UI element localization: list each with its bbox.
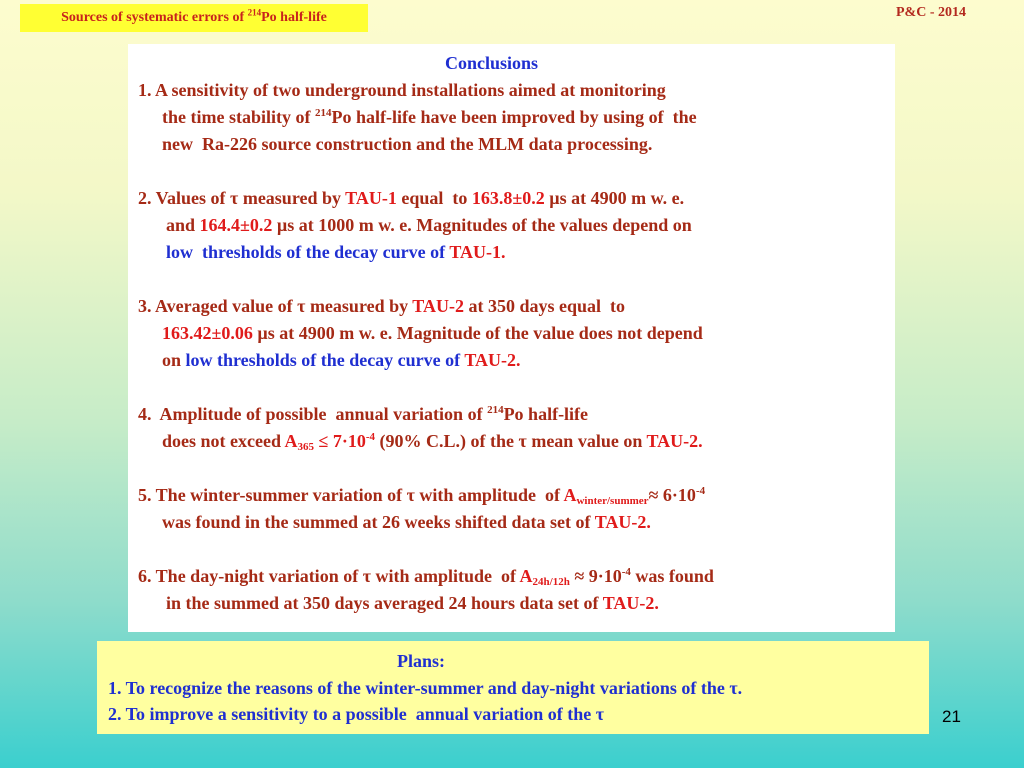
text: 1. A sensitivity of two underground installations aimed at monitoring	[138, 80, 666, 100]
conclusion-5-line-2	[162, 509, 651, 536]
text: 6. The day-night variation of τ with amplitude of	[138, 566, 520, 586]
tau-label: TAU-2.	[594, 512, 651, 532]
tau-label: TAU-2.	[602, 593, 659, 613]
amplitude-symbol: A	[563, 485, 577, 505]
conclusion-4-line-1	[138, 401, 588, 428]
text: 5. The winter-summer variation of τ with amplitude of	[138, 485, 564, 505]
text: 4. Amplitude of possible annual variation of	[138, 404, 488, 424]
text: µs at 1000 m w. e. Magnitudes of the values depend on	[272, 215, 692, 235]
conclusion-6-line-2	[166, 590, 659, 617]
conclusions-heading: Conclusions	[445, 53, 539, 73]
title-text: Sources of systematic errors of	[61, 10, 248, 25]
exponent: -4	[695, 485, 706, 497]
text: and	[166, 215, 200, 235]
text: (90% C.L.) of the τ mean value on	[375, 431, 647, 451]
conclusion-6-line-1	[138, 563, 714, 590]
conclusion-3-line-3	[162, 347, 521, 374]
text: 2. Values of τ measured by	[138, 188, 346, 208]
plan-item-1: 1. To recognize the reasons of the winter-summer and day-night variations of the τ.	[108, 678, 743, 698]
tau-label: TAU-1	[345, 188, 397, 208]
conclusion-2-line-3	[166, 239, 506, 266]
text: µs at 4900 m w. e. Magnitude of the value does not depend	[252, 323, 703, 343]
text: in the summed at 350 days averaged 24 hours data set of	[166, 593, 603, 613]
tau-label: TAU-2.	[646, 431, 703, 451]
conclusion-1-line-2	[162, 104, 697, 131]
subscript: 365	[297, 441, 314, 453]
subscript: 24h/12h	[532, 576, 570, 588]
text: Po half-life	[503, 404, 589, 424]
exponent: -4	[365, 431, 376, 443]
conclusion-2-line-2	[166, 212, 692, 239]
conclusion-4-line-2	[162, 428, 703, 455]
text: new Ra-226 source construction and the MLM data processing.	[162, 134, 653, 154]
conclusion-1-line-3	[162, 131, 652, 158]
plan-item-2: 2. To improve a sensitivity to a possible annual variation of the τ	[108, 704, 605, 724]
value: 164.4±0.2	[199, 215, 273, 235]
subscript: winter/summer	[576, 495, 649, 507]
conclusions-panel	[128, 44, 895, 632]
conclusion-1-line-1	[138, 77, 666, 104]
title-superscript: 214	[247, 7, 262, 18]
tau-label: TAU-2.	[464, 350, 521, 370]
tau-label: TAU-2	[412, 296, 464, 316]
slide-title	[20, 4, 368, 32]
conference-label: P&C - 2014	[896, 5, 966, 20]
superscript: 214	[314, 107, 332, 119]
conclusion-3-line-1	[138, 293, 625, 320]
text: the time stability of	[162, 107, 315, 127]
value: ≤ 7·10	[313, 431, 366, 451]
amplitude-symbol: A	[284, 431, 298, 451]
text: on	[162, 350, 186, 370]
title-text-suffix: Po half-life	[261, 10, 327, 25]
text: was found	[630, 566, 714, 586]
conclusion-3-line-2	[162, 320, 703, 347]
conclusion-5-line-1	[138, 482, 705, 509]
tau-label: TAU-1.	[449, 242, 506, 262]
superscript: 214	[487, 404, 504, 416]
text: 3. Averaged value of τ measured by	[138, 296, 413, 316]
highlight-text: low thresholds of the decay curve of	[185, 350, 465, 370]
text: at 350 days equal to	[463, 296, 625, 316]
conclusion-2-line-1	[138, 185, 684, 212]
text: does not exceed	[162, 431, 285, 451]
plans-panel	[97, 641, 929, 734]
value: ≈ 9·10	[569, 566, 622, 586]
value: 163.42±0.06	[162, 323, 253, 343]
value: ≈ 6·10	[648, 485, 696, 505]
exponent: -4	[621, 566, 631, 578]
plans-heading: Plans:	[397, 651, 446, 671]
value: 163.8±0.2	[471, 188, 545, 208]
text: was found in the summed at 26 weeks shifted data set of	[162, 512, 595, 532]
amplitude-symbol: A	[519, 566, 533, 586]
text: Po half-life have been improved by using of the	[331, 107, 697, 127]
page-number: 21	[942, 707, 961, 726]
highlight-text: low thresholds of the decay curve of	[166, 242, 450, 262]
text: µs at 4900 m w. e.	[544, 188, 685, 208]
text: equal to	[396, 188, 472, 208]
